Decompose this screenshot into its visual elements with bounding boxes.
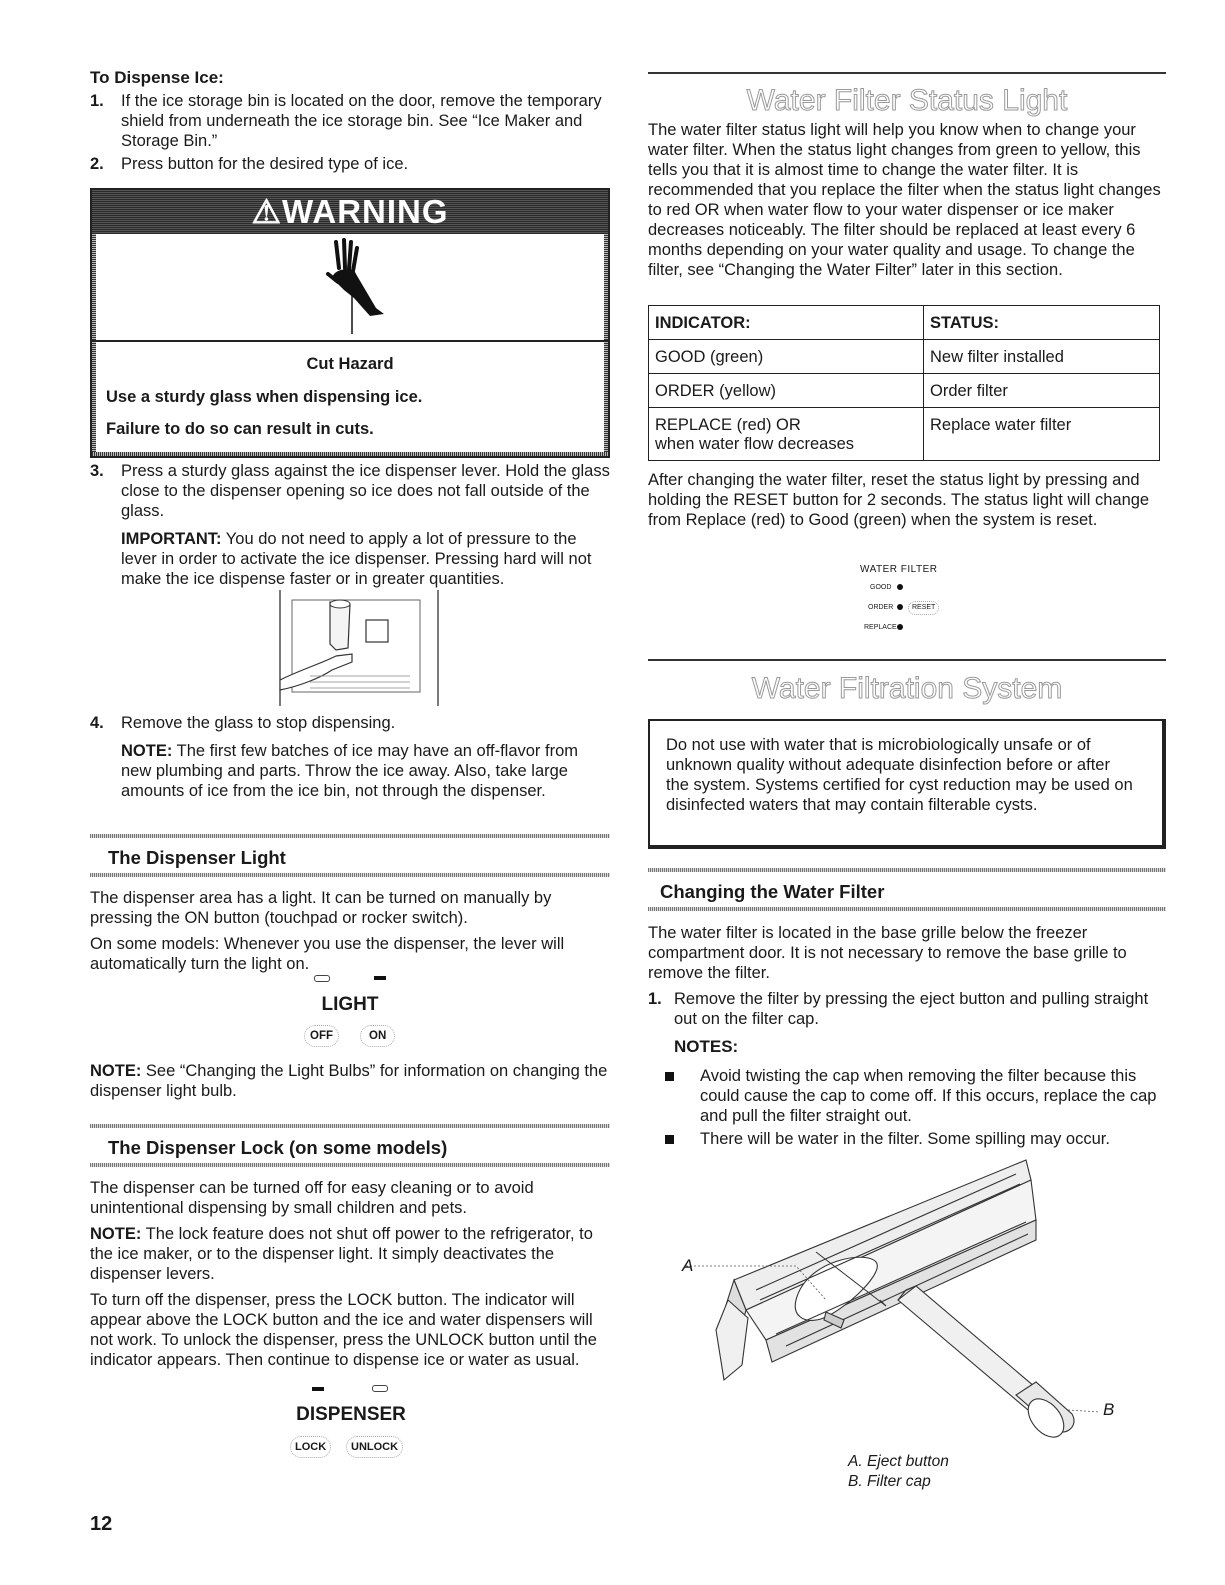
unlock-indicator-icon — [372, 1385, 388, 1392]
table-row — [649, 340, 1160, 374]
ice-dispenser-illustration — [270, 590, 440, 706]
dispenser-lock-p1: The dispenser can be turned off for easy cleaning or to avoid unintentional dispensing by small children and pets. — [90, 1179, 534, 1217]
dispenser-light-heading: The Dispenser Light — [108, 847, 286, 868]
table-row — [649, 374, 1160, 408]
table-cell: GOOD (green) — [649, 340, 924, 374]
bullet-text: Avoid twisting the cap when removing the filter because this could cause the cap to come off. If this occurs, replace the cap and pull the filter straight out. — [700, 1067, 1157, 1125]
lock-note — [90, 1224, 610, 1284]
table-cell: REPLACE (red) OR when water flow decreases — [649, 408, 924, 461]
callout-a: A — [682, 1256, 694, 1275]
section-rule — [90, 1163, 610, 1167]
step-number: 1. — [648, 990, 662, 1008]
section-rule — [648, 868, 1166, 872]
filter-step-1 — [648, 989, 1170, 1057]
lock-indicator-icon — [312, 1387, 324, 1391]
bullet-icon — [665, 1072, 674, 1081]
water-filter-panel-title: WATER FILTER — [860, 564, 938, 575]
light-on-button[interactable]: ON — [360, 1025, 395, 1047]
table-cell: New filter installed — [924, 340, 1160, 374]
top-rule — [648, 72, 1166, 74]
filter-removal-illustration — [676, 1150, 1136, 1455]
section-rule — [90, 873, 610, 877]
step-text: Press a sturdy glass against the ice dispenser lever. Hold the glass close to the dispenser opening so ice does not fall outside of the glass. — [121, 462, 610, 520]
panel-good-label: GOOD — [870, 584, 892, 591]
caption-eject-button: A. Eject button — [848, 1453, 949, 1470]
dispenser-lock-p2: To turn off the dispenser, press the LOCK button. The indicator will appear above the LOCK button and the ice and water dispensers will not work. To unlock the dispenser, press the UNLOCK button until the indicator appears. Then continue to dispense ice or water as usual. — [90, 1291, 597, 1369]
step-2 — [90, 154, 610, 174]
good-light-icon — [897, 584, 903, 590]
step-number: 3. — [90, 462, 104, 480]
replace-light-icon — [897, 624, 903, 630]
step-3 — [90, 461, 610, 589]
note-label: NOTE: — [90, 1062, 142, 1080]
hazard-name: Cut Hazard — [306, 355, 394, 373]
callout-b: B — [1103, 1400, 1115, 1419]
changing-filter-heading: Changing the Water Filter — [660, 881, 885, 902]
off-indicator-icon — [314, 975, 330, 982]
bullet-text: There will be water in the filter. Some spilling may occur. — [700, 1130, 1110, 1148]
light-off-button[interactable]: OFF — [304, 1025, 339, 1047]
dispenser-panel-label: DISPENSER — [296, 1404, 406, 1425]
step-number: 4. — [90, 714, 104, 732]
warning-line-1: Use a sturdy glass when dispensing ice. — [106, 388, 423, 406]
on-indicator-icon — [374, 976, 386, 980]
dispenser-light-p1: The dispenser area has a light. It can be turned on manually by pressing the ON button (touchpad or rocker switch). — [90, 889, 552, 927]
note-text: The first few batches of ice may have an off-flavor from new plumbing and parts. Throw the ice away. Also, take large amounts of ice from the ice bin, not through the dispenser. — [121, 742, 578, 800]
caption-filter-cap: B. Filter cap — [848, 1473, 931, 1490]
water-filter-panel — [854, 564, 964, 644]
filtration-notice-box — [648, 719, 1166, 849]
step-1 — [90, 91, 610, 151]
status-table — [648, 305, 1160, 461]
note-label: NOTE: — [90, 1225, 142, 1243]
step-text: Press button for the desired type of ice. — [121, 155, 409, 173]
step-number: 2. — [90, 155, 104, 173]
important-note — [121, 529, 610, 589]
light-panel-label: LIGHT — [321, 994, 379, 1015]
unlock-button[interactable]: UNLOCK — [346, 1436, 403, 1458]
panel-replace-label: REPLACE — [864, 624, 897, 631]
warning-title: ⚠WARNING — [251, 193, 449, 230]
dispenser-lock-heading: The Dispenser Lock (on some models) — [108, 1137, 448, 1158]
step-text: Remove the glass to stop dispensing. — [121, 714, 396, 732]
table-header-cell: INDICATOR: — [649, 306, 924, 340]
filter-status-heading: Water Filter Status Light — [746, 84, 1068, 117]
warning-border-bottom — [92, 452, 608, 456]
reset-button[interactable]: RESET — [908, 601, 939, 615]
warning-box — [90, 188, 610, 458]
table-header-cell: STATUS: — [924, 306, 1160, 340]
filtration-system-heading: Water Filtration System — [751, 672, 1063, 705]
section-top-rule — [648, 659, 1166, 661]
step-number: 1. — [90, 92, 104, 110]
table-cell: Order filter — [924, 374, 1160, 408]
filter-status-p1: The water filter status light will help you know when to change your water filter. When the status light changes from green to yellow, this tells you that it is almost time to change the water filter. It is recommended that you replace the filter when the status light changes to red OR when water flow to your water dispenser or ice maker decreases noticeably. The filter should be replaced at least every 6 months depending on your water quality and usage. To change the filter, see “Changing the Water Filter” later in this section. — [648, 121, 1161, 279]
note-text: See “Changing the Light Bulbs” for information on changing the dispenser light bulb. — [90, 1062, 608, 1100]
section-rule — [648, 907, 1166, 911]
dispenser-light-p2: On some models: Whenever you use the dispenser, the lever will automatically turn the light on. — [90, 935, 565, 973]
section-rule — [90, 834, 610, 838]
warning-line-2: Failure to do so can result in cuts. — [106, 420, 374, 438]
note-text: The lock feature does not shut off power to the refrigerator, to the ice maker, or to the dispenser light. It simply deactivates the dispenser levers. — [90, 1225, 593, 1283]
filter-status-p2: After changing the water filter, reset the status light by pressing and holding the RESET button for 2 seconds. The status light will change from Replace (red) to Good (green) when the system is reset. — [648, 471, 1150, 529]
filtration-notice-text: Do not use with water that is microbiologically unsafe or of unknown quality without adequate disinfection before or after the system. Systems certified for cyst reduction may be used on disinfected waters that may contain filterable cysts. — [666, 736, 1133, 814]
table-cell: Replace water filter — [924, 408, 1160, 461]
light-control-panel — [290, 975, 410, 1053]
table-row — [649, 408, 1160, 461]
list-item — [700, 1066, 1170, 1126]
cut-hazard-icon — [314, 238, 394, 338]
order-light-icon — [897, 604, 903, 610]
warning-border-right — [604, 234, 608, 456]
page-number: 12 — [90, 1513, 113, 1535]
section-rule — [90, 1124, 610, 1128]
table-cell: ORDER (yellow) — [649, 374, 924, 408]
important-text: You do not need to apply a lot of pressure to the lever in order to activate the ice dispenser. Pressing hard will not make the ice dispense faster or in greater quantities. — [121, 530, 592, 588]
warning-header — [92, 190, 608, 234]
step-text: Remove the filter by pressing the eject button and pulling straight out on the filter cap. — [674, 990, 1149, 1028]
panel-order-label: ORDER — [868, 604, 894, 611]
light-note — [90, 1061, 610, 1101]
list-item — [700, 1129, 1170, 1149]
lock-button[interactable]: LOCK — [290, 1436, 331, 1458]
important-label: IMPORTANT: — [121, 530, 222, 548]
step-text: If the ice storage bin is located on the door, remove the temporary shield from underneath the ice storage bin. See “Ice Maker and Storage Bin.” — [121, 92, 602, 150]
lock-control-panel — [286, 1385, 416, 1465]
ice-note — [121, 741, 610, 801]
note-label: NOTE: — [121, 742, 173, 760]
changing-filter-p1: The water filter is located in the base grille below the freezer compartment door. It is not necessary to remove the base grille to remove the filter. — [648, 924, 1127, 982]
warning-border-left — [92, 234, 96, 456]
table-header-row — [649, 306, 1160, 340]
notes-label: NOTES: — [674, 1037, 739, 1056]
warning-divider — [92, 340, 608, 342]
bullet-icon — [665, 1135, 674, 1144]
step-4 — [90, 713, 610, 801]
dispense-ice-heading: To Dispense Ice: — [90, 68, 224, 87]
